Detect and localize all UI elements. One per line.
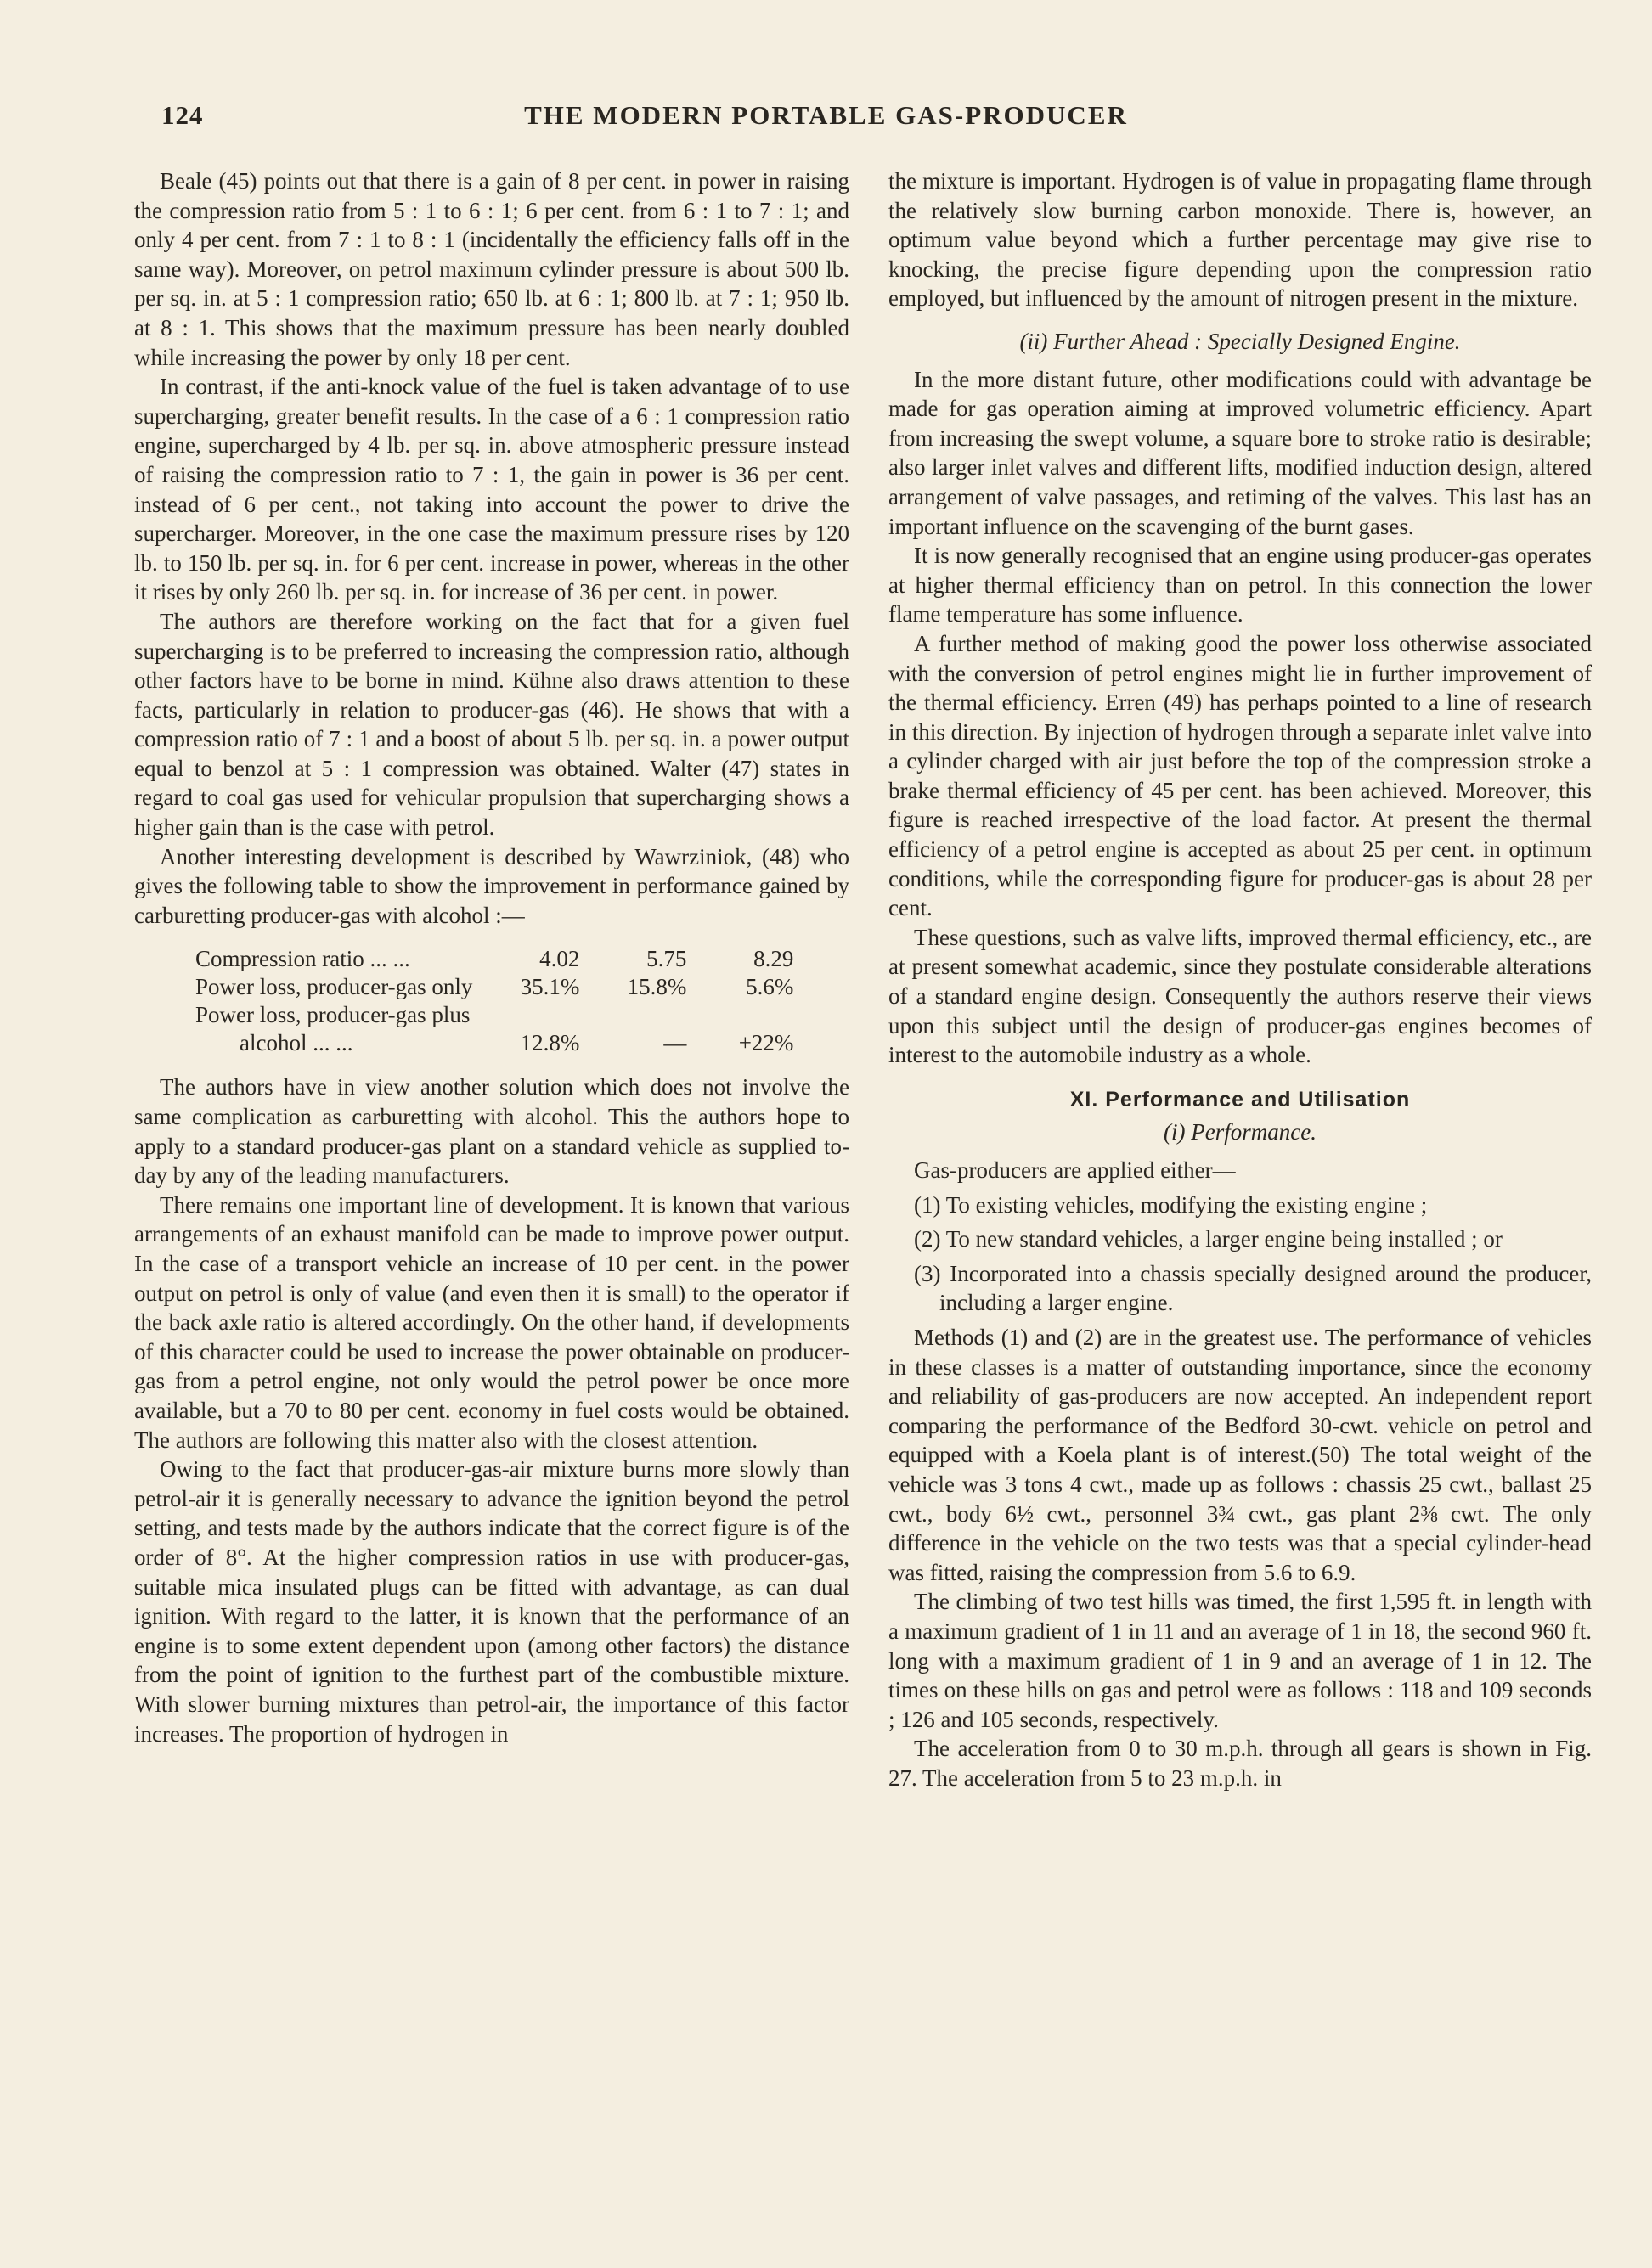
table-cell-label: Compression ratio ... ... — [195, 946, 410, 972]
list-item: (1) To existing vehicles, modifying the existing engine ; — [914, 1191, 1428, 1218]
paragraph: It is now generally recognised that an engine using producer-gas operates at higher thermal efficiency than on petrol. In this connection the lower flame temperature has some influence. — [888, 543, 1592, 627]
table-cell: 5.6% — [746, 974, 794, 1000]
table-cell — [479, 1001, 586, 1029]
paragraph: Beale (45) points out that there is a gain of 8 per cent. in power in raising the compression ratio from 5 : 1 to 6 : 1; 6 per cent. from 6 : 1 to 7 : 1; and only 4 per cent. from 7 : 1 to 8 : 1 (incidentally the efficiency falls off in the same way). Moreover, on petrol maximum cylinder pressure is about 500 lb. per sq. in. at 5 : 1 compression ratio; 650 lb. at 6 : 1; 800 lb. at 7 : 1; 950 lb. at 8 : 1. This shows that the maximum pressure has been nearly doubled while increasing the power by only 18 per cent. — [134, 168, 849, 370]
table-cell: 35.1% — [520, 974, 580, 1000]
table-cell: 5.75 — [646, 946, 687, 972]
paragraph: The climbing of two test hills was timed, the first 1,595 ft. in length with a maximum gradient of 1 in 11 and an average of 1 in 18, the second 960 ft. long with a maximum gradient of 1 in 9 and an average of 1 in 12. The times on these hills on gas and petrol were as follows : 118 and 109 seconds ; 126 and 105 seconds, respectively. — [888, 1589, 1592, 1732]
list-item: (2) To new standard vehicles, a larger engine being installed ; or — [914, 1226, 1503, 1252]
list-item: (3) Incorporated into a chassis specially designed around the producer, including a larger engine. — [914, 1260, 1592, 1316]
paragraph: The authors are therefore working on the fact that for a given fuel supercharging is to be preferred to increasing the compression ratio, although other factors have to be borne in mind. Kühne also draws attention to these facts, particularly in relation to producer-gas (46). He shows that with a compression ratio of 7 : 1 and a boost of about 5 lb. per sq. in. a power output equal to benzol at 5 : 1 compression was obtained. Walter (47) states in regard to coal gas used for vehicular propulsion that supercharging shows a higher gain than is the case with petrol. — [134, 608, 849, 841]
performance-table — [189, 945, 800, 1057]
paragraph: In contrast, if the anti-knock value of the fuel is taken advantage of to use supercharging, greater benefit results. In the case of a 6 : 1 compression ratio engine, supercharged by 4 lb. per sq. in. above atmospheric pressure instead of raising the compression ratio to 7 : 1, the gain in power is 36 per cent. instead of 6 per cent., not taking into account the power to drive the supercharger. Moreover, in the one case the maximum pressure rises by 120 lb. to 150 lb. per sq. in. for 6 per cent. increase in power, whereas in the other it rises by only 260 lb. per sq. in. for increase of 36 per cent. in power. — [134, 374, 849, 605]
table-cell-label: Power loss, producer-gas plus — [195, 1002, 471, 1028]
table-cell-label: Power loss, producer-gas only — [195, 974, 473, 1000]
paragraph: Another interesting development is described by Wawrziniok, (48) who gives the following table to show the improvement in performance gained by carburetting producer-gas with alcohol :— — [134, 843, 849, 928]
right-column — [888, 166, 1592, 1792]
paragraph: the mixture is important. Hydrogen is of value in propagating flame through the relatively slow burning carbon monoxide. There is, however, an optimum value beyond which a further percentage may give rise to knocking, the precise figure depending upon the compression ratio employed, but influenced by the amount of nitrogen present in the mixture. — [888, 168, 1592, 312]
table-cell-label: alcohol ... ... — [240, 1030, 353, 1056]
section-subheading: (i) Performance. — [1164, 1119, 1317, 1145]
table-row — [189, 1001, 800, 1029]
paragraph: Methods (1) and (2) are in the greatest use. The performance of vehicles in these classes is a matter of outstanding importance, since the economy and reliability of gas-producers are now accepted. An independent report comparing the performance of the Bedford 30-cwt. vehicle on petrol and equipped with a Koela plant is of interest.(50) The total weight of the vehicle was 3 tons 4 cwt., made up as follows : chassis 25 cwt., ballast 25 cwt., body 6½ cwt., personnel 3¾ cwt., gas plant 2⅜ cwt. The only difference in the vehicle on the two tests was that a special cylinder-head was fitted, raising the compression from 5.6 to 6.9. — [888, 1324, 1592, 1585]
table-cell: 8.29 — [753, 946, 794, 972]
page-header — [161, 100, 1491, 134]
table-cell: +22% — [738, 1030, 794, 1056]
table-cell — [693, 1001, 800, 1029]
left-column — [134, 166, 849, 1748]
paragraph: A further method of making good the power loss otherwise associated with the conversion of petrol engines might lie in further improvement of the thermal efficiency. Erren (49) has perhaps pointed to a line of research in this direction. By injection of hydrogen through a separate inlet valve into a cylinder charged with air just before the top of the compression stroke a brake thermal efficiency of 45 per cent. has been achieved. Moreover, this figure is reached irrespective of the load factor. At present the thermal efficiency of a petrol engine is accepted as about 25 per cent. in optimum conditions, while the corresponding figure for producer-gas is about 28 per cent. — [888, 630, 1592, 921]
table-row — [189, 945, 800, 973]
paragraph: The acceleration from 0 to 30 m.p.h. through all gears is shown in Fig. 27. The acceleration from 5 to 23 m.p.h. in — [888, 1736, 1592, 1791]
paragraph: Owing to the fact that producer-gas-air mixture burns more slowly than petrol-air it is generally necessary to advance the ignition beyond the petrol setting, and tests made by the authors indicate that the correct figure is of the order of 8°. At the higher compression ratios in use with producer-gas, suitable mica insulated plugs can be fitted with advantage, as can dual ignition. With regard to the latter, it is known that the performance of an engine is to some extent dependent upon (among other factors) the distance from the point of ignition to the furthest part of the combustible mixture. With slower burning mixtures than petrol-air, the importance of this factor increases. The proportion of hydrogen in — [134, 1456, 849, 1747]
paragraph: There remains one important line of development. It is known that various arrangements of an exhaust manifold can be made to improve power output. In the case of a transport vehicle an increase of 10 per cent. in the power output on petrol is only of value (and even then it is small) to the operator if the back axle ratio is altered accordingly. On the other hand, if developments of this character could be used to increase the power obtainable on producer-gas from a petrol engine, not only would the petrol power be once more available, but a 70 to 80 per cent. economy in fuel costs would be obtained. The authors are following this matter also with the closest attention. — [134, 1191, 849, 1453]
table-cell — [586, 1001, 693, 1029]
table-row — [189, 1029, 800, 1057]
paragraph: Gas-producers are applied either— — [914, 1157, 1236, 1183]
paragraph: In the more distant future, other modifications could with advantage be made for gas operation aiming at improved volumetric efficiency. Apart from increasing the swept volume, a square bore to stroke ratio is desirable; also larger inlet valves and different lifts, modified induction design, altered arrangement of valve passages, and retiming of the valves. This last has an important influence on the scavenging of the burnt gases. — [888, 366, 1592, 539]
paragraph: The authors have in view another solution which does not involve the same complication as carburetting with alcohol. This the authors hope to apply to a standard producer-gas plant on a standard vehicle as supplied to-day by any of the leading manufacturers. — [134, 1074, 849, 1189]
section-heading: XI. Performance and Utilisation — [1069, 1087, 1411, 1111]
table-row — [189, 973, 800, 1001]
table-cell: 4.02 — [539, 946, 580, 972]
paragraph: These questions, such as valve lifts, improved thermal efficiency, etc., are at present somewhat academic, since they postulate considerable alterations of a standard engine design. Consequently the authors reserve their views upon this subject until the design of producer-gas engines becomes of interest to the automobile industry as a whole. — [888, 924, 1592, 1068]
running-head: THE MODERN PORTABLE GAS-PRODUCER — [524, 100, 1128, 130]
subsection-heading: (ii) Further Ahead : Specially Designed Engine. — [1019, 328, 1461, 354]
table-cell: 12.8% — [520, 1030, 580, 1056]
page-number: 124 — [161, 100, 204, 130]
table-cell: 15.8% — [627, 974, 687, 1000]
table-cell: — — [663, 1030, 687, 1056]
